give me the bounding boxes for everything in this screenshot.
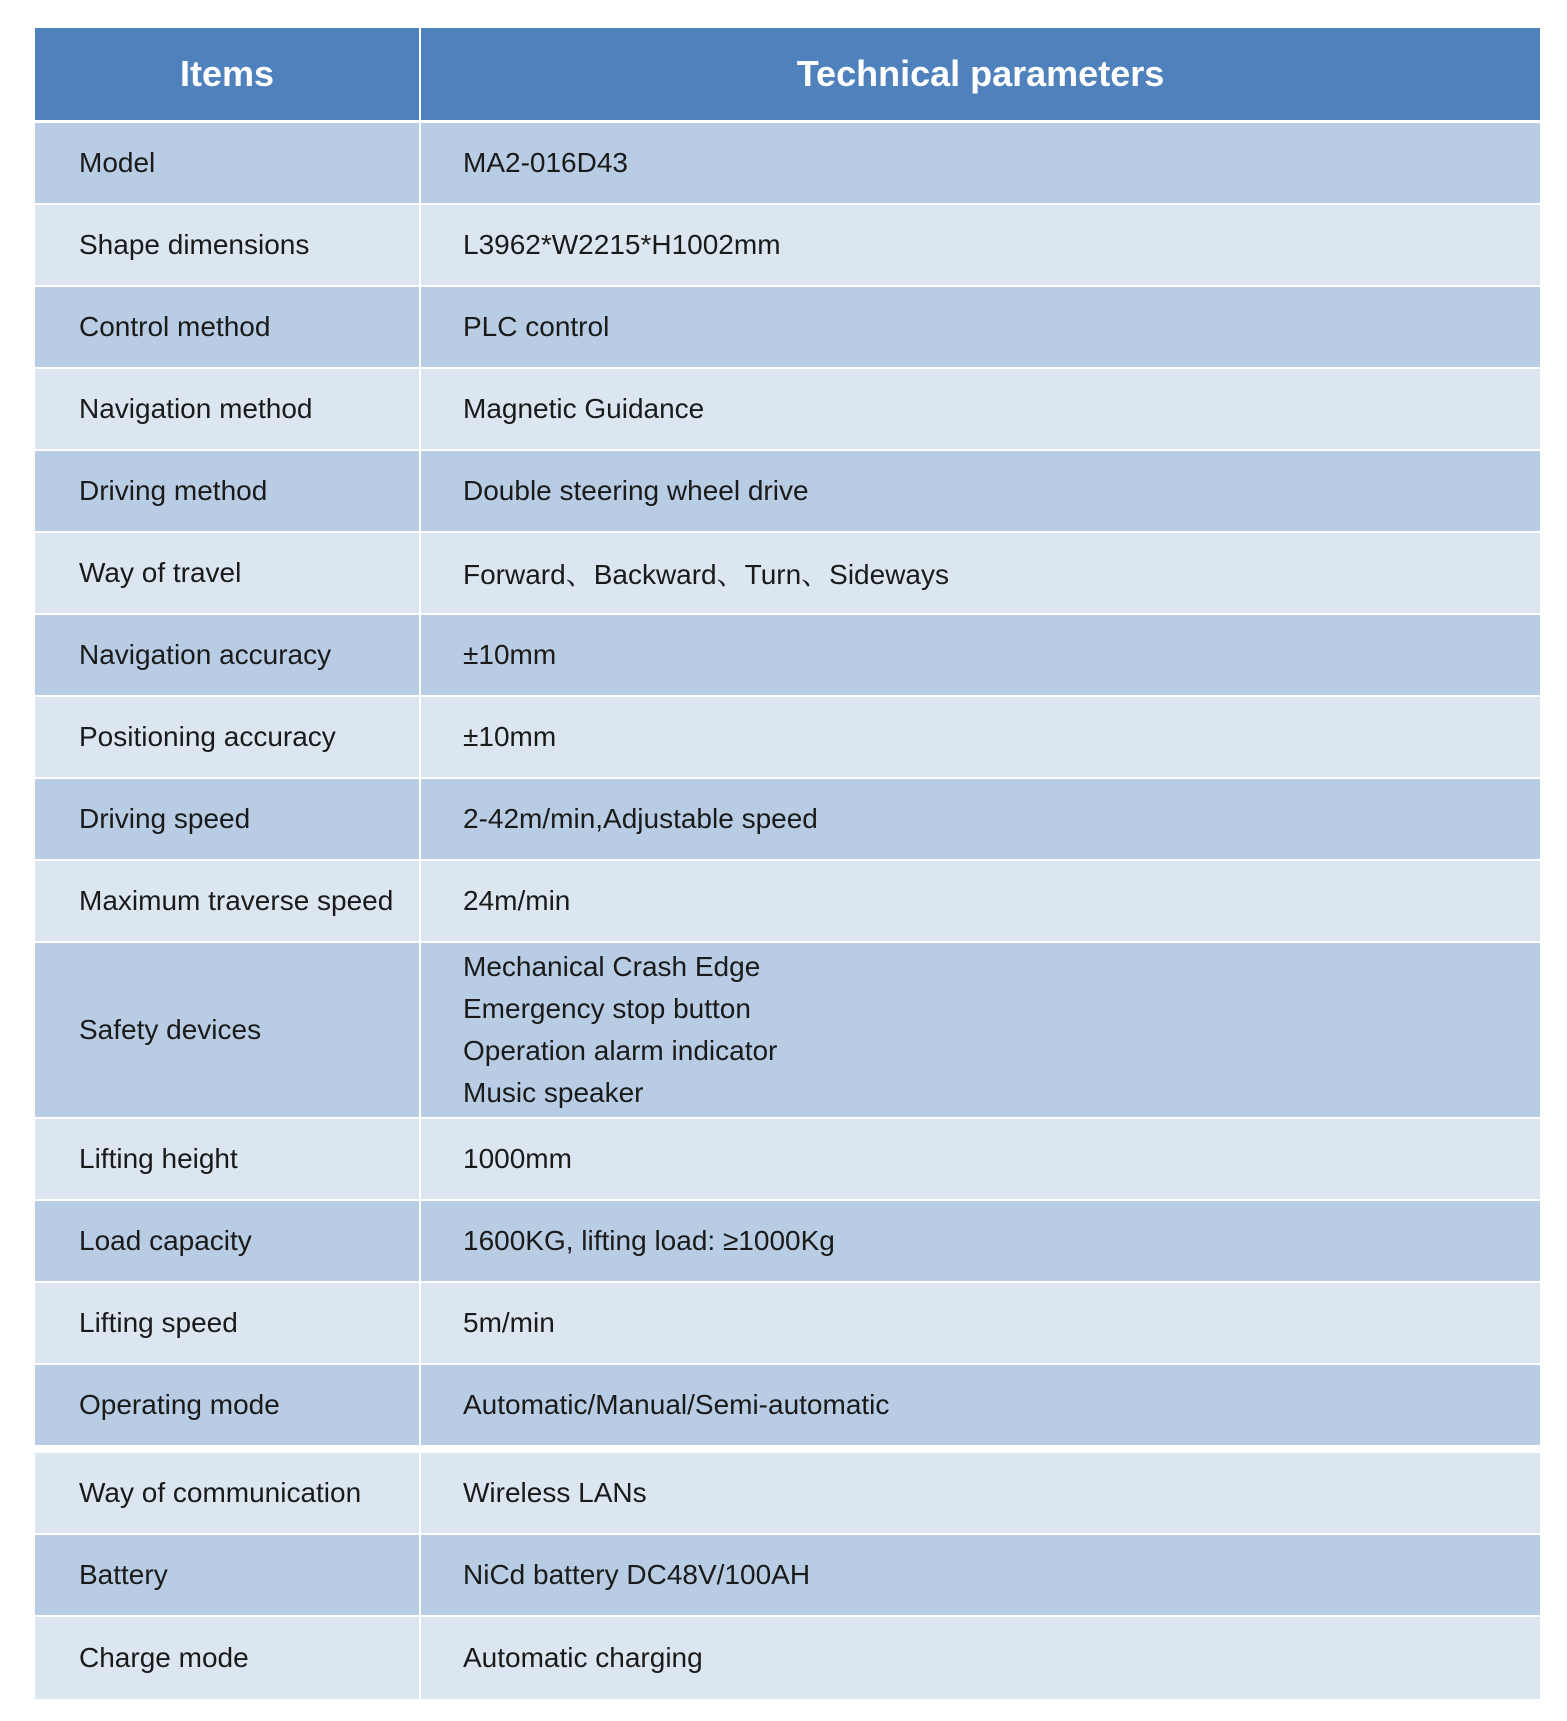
header-items: Items (35, 28, 421, 120)
row-item: Way of communication (35, 1453, 421, 1533)
row-item: Driving speed (35, 779, 421, 859)
row-value: 5m/min (463, 1307, 555, 1338)
row-value: 24m/min (463, 885, 571, 916)
table-row (35, 1201, 1540, 1283)
row-item: Battery (35, 1535, 421, 1615)
table-row (35, 615, 1540, 697)
row-item: Lifting speed (35, 1283, 421, 1363)
table-row (35, 697, 1540, 779)
table-row (35, 861, 1540, 943)
table-row (35, 123, 1540, 205)
table-row (35, 1283, 1540, 1365)
table-row (35, 1453, 1540, 1535)
row-item: Positioning accuracy (35, 697, 421, 777)
row-item: Model (35, 123, 421, 203)
row-value: PLC control (463, 311, 610, 342)
row-value: 1600KG, lifting load: ≥1000Kg (463, 1225, 835, 1256)
row-value: ±10mm (463, 639, 557, 670)
row-item: Navigation accuracy (35, 615, 421, 695)
row-value: Automatic/Manual/Semi-automatic (463, 1389, 890, 1420)
table-row (35, 1119, 1540, 1201)
row-item: Operating mode (35, 1365, 421, 1445)
row-item: Maximum traverse speed (35, 861, 421, 941)
table-row (35, 779, 1540, 861)
row-value-line: Music speaker (463, 1077, 644, 1108)
table-row (35, 1617, 1540, 1699)
row-value: L3962*W2215*H1002mm (463, 229, 781, 260)
table-row (35, 1535, 1540, 1617)
row-value-line: Emergency stop button (463, 993, 751, 1024)
table-row (35, 287, 1540, 369)
row-value-line: Mechanical Crash Edge (463, 951, 761, 982)
row-value: Magnetic Guidance (463, 393, 705, 424)
table-row (35, 943, 1540, 1119)
row-value: Wireless LANs (463, 1477, 647, 1508)
table-row (35, 533, 1540, 615)
row-item: Load capacity (35, 1201, 421, 1281)
row-value: Forward、Backward、Turn、Sideways (463, 559, 949, 590)
row-value: Automatic charging (463, 1642, 703, 1673)
row-value-line: Operation alarm indicator (463, 1035, 778, 1066)
table-row (35, 451, 1540, 533)
table-row (35, 1365, 1540, 1453)
row-value: 2-42m/min,Adjustable speed (463, 803, 818, 834)
row-value-list (421, 943, 1540, 1117)
row-item: Way of travel (35, 533, 421, 613)
row-item: Control method (35, 287, 421, 367)
row-item: Safety devices (35, 943, 421, 1117)
row-value: 1000mm (463, 1143, 572, 1174)
row-item: Driving method (35, 451, 421, 531)
table-row (35, 369, 1540, 451)
row-item: Lifting height (35, 1119, 421, 1199)
row-item: Navigation method (35, 369, 421, 449)
table-header-row (35, 28, 1540, 123)
row-value: NiCd battery DC48V/100AH (463, 1559, 811, 1590)
row-value: ±10mm (463, 721, 557, 752)
spec-table (35, 28, 1540, 1699)
table-row (35, 205, 1540, 287)
row-value: MA2-016D43 (463, 147, 628, 178)
header-technical-parameters: Technical parameters (796, 53, 1165, 94)
row-value: Double steering wheel drive (463, 475, 809, 506)
row-item: Shape dimensions (35, 205, 421, 285)
row-item: Charge mode (35, 1617, 421, 1699)
